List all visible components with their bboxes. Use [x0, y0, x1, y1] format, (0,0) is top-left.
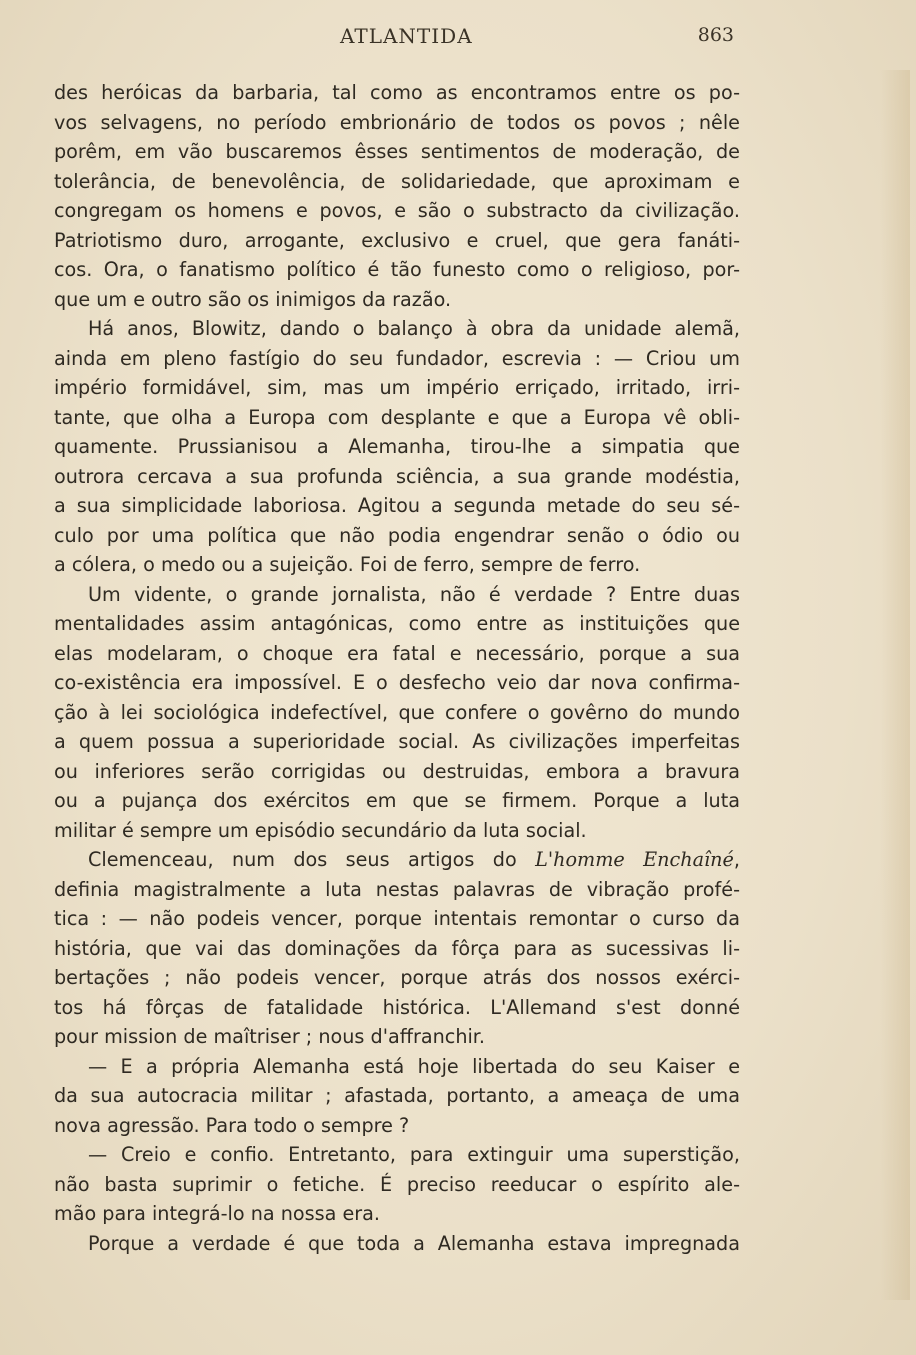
- text-line: pour mission de maîtriser ; nous d'affranchir.: [54, 1025, 486, 1048]
- text-line: — Creio e confio. Entretanto, para extinguir uma superstição,: [88, 1143, 740, 1166]
- text-line: Porque a verdade é que toda a Alemanha estava impregnada: [88, 1231, 740, 1255]
- text-line: congregam os homens e povos, e são o substracto da civilização.: [54, 199, 740, 222]
- page-body: [54, 78, 740, 1258]
- page-edge-stain: [880, 70, 910, 1300]
- text-line: porêm, em vão buscaremos êsses sentimentos de moderação, de: [54, 140, 740, 163]
- text-line: império formidável, sim, mas um império erriçado, irritado, irri-: [54, 376, 740, 399]
- text-line: a cólera, o medo ou a sujeição. Foi de ferro, sempre de ferro.: [54, 553, 641, 576]
- text-line: tolerância, de benevolência, de solidariedade, que aproximam e: [54, 169, 740, 193]
- page-number: 863: [697, 24, 734, 46]
- text-line: história, que vai das dominações da fôrça para as sucessivas li-: [54, 936, 740, 960]
- text-line: tica : — não podeis vencer, porque intentais remontar o curso da: [54, 907, 740, 930]
- text-line: tante, que olha a Europa com desplante e que a Europa vê obli-: [54, 405, 740, 429]
- text-line: Um vidente, o grande jornalista, não é verdade ? Entre duas: [88, 582, 740, 606]
- text-line: que um e outro são os inimigos da razão.: [54, 287, 452, 311]
- text-line: tos há fôrças de fatalidade histórica. L'Allemand s'est donné: [54, 995, 740, 1019]
- text-line: outrora cercava a sua profunda sciência, a sua grande modéstia,: [54, 464, 740, 488]
- line-text: Clemenceau, num dos seus artigos do: [88, 848, 536, 871]
- text-line: a quem possua a superioridade social. As civilizações imperfeitas: [54, 730, 740, 753]
- line-text: ,: [733, 848, 740, 871]
- text-line: culo por uma política que não podia engendrar senão o ódio ou: [54, 523, 740, 547]
- text-line: ainda em pleno fastígio do seu fundador, escrevia : — Criou um: [54, 346, 740, 370]
- text-line: — E a própria Alemanha está hoje libertada do seu Kaiser e: [88, 1054, 740, 1078]
- text-line: não basta suprimir o fetiche. É preciso reeducar o espírito ale-: [54, 1172, 740, 1196]
- text-line: ou a pujança dos exércitos em que se firmem. Porque a luta: [54, 789, 740, 812]
- text-line: definia magistralmente a luta nestas palavras de vibração profé-: [54, 877, 740, 901]
- text-line: ou inferiores serão corrigidas ou destruidas, embora a bravura: [54, 759, 740, 783]
- text-line: cos. Ora, o fanatismo político é tão funesto como o religioso, por-: [54, 258, 740, 281]
- text-line: mentalidades assim antagónicas, como entre as instituições que: [54, 612, 740, 635]
- text-line-clemenceau: [54, 845, 740, 875]
- text-line: co-existência era impossível. E o desfecho veio dar nova confirma-: [54, 671, 740, 694]
- text-line: da sua autocracia militar ; afastada, portanto, a ameaça de uma: [54, 1084, 740, 1107]
- text-line: militar é sempre um episódio secundário da luta social.: [54, 818, 587, 842]
- text-line: elas modelaram, o choque era fatal e necessário, porque a sua: [54, 641, 740, 665]
- text-line: Há anos, Blowitz, dando o balanço à obra da unidade alemã,: [88, 317, 740, 340]
- text-line: Patriotismo duro, arrogante, exclusivo e cruel, que gera fanáti-: [54, 228, 740, 252]
- running-header: [0, 22, 916, 52]
- text-line: ção à lei sociológica indefectível, que confere o govêrno do mundo: [54, 700, 740, 724]
- text-line: vos selvagens, no período embrionário de todos os povos ; nêle: [54, 110, 740, 134]
- running-title: ATLANTIDA: [340, 24, 473, 48]
- text-line: nova agressão. Para todo o sempre ?: [54, 1113, 410, 1137]
- newspaper-title: L'homme Enchaîné: [535, 848, 734, 871]
- text-line: a sua simplicidade laboriosa. Agitou a segunda metade do seu sé-: [54, 494, 740, 517]
- text-line: quamente. Prussianisou a Alemanha, tirou-lhe a simpatia que: [54, 435, 740, 458]
- text-line: bertações ; não podeis vencer, porque atrás dos nossos exérci-: [54, 966, 740, 989]
- text-line: des heróicas da barbaria, tal como as encontramos entre os po-: [54, 81, 740, 104]
- text-line: mão para integrá-lo na nossa era.: [54, 1202, 381, 1225]
